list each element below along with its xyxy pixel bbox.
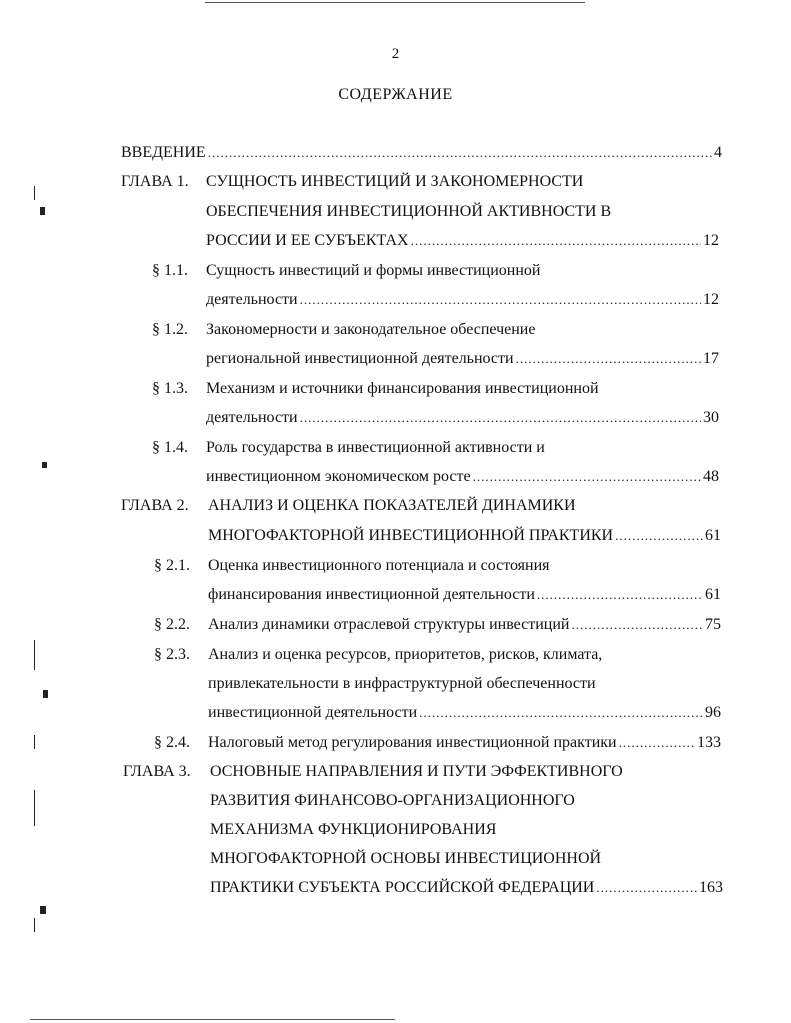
- section-label: § 2.3.: [154, 646, 190, 663]
- section-label: § 1.3.: [152, 380, 188, 397]
- dot-leader: [537, 587, 703, 603]
- entry-page: 61: [705, 527, 721, 544]
- dot-leader: [300, 292, 701, 308]
- dot-leader: [300, 410, 701, 426]
- dot-leader: [516, 351, 701, 367]
- chapter-label: ГЛАВА 3.: [123, 763, 191, 780]
- chapter-title-line[interactable]: МЕХАНИЗМА ФУНКЦИОНИРОВАНИЯ: [210, 821, 497, 838]
- page-title: СОДЕРЖАНИЕ: [338, 86, 453, 103]
- entry-page: 17: [703, 350, 719, 367]
- chapter-title-line[interactable]: СУЩНОСТЬ ИНВЕСТИЦИЙ И ЗАКОНОМЕРНОСТИ: [206, 173, 584, 190]
- entry-page: 96: [705, 704, 721, 721]
- section-title-line[interactable]: Оценка инвестиционного потенциала и состояния: [208, 557, 550, 574]
- toc-entry-s23[interactable]: [208, 704, 721, 726]
- entry-page: 4: [714, 144, 722, 161]
- entry-page: 12: [703, 232, 719, 249]
- entry-page: 133: [697, 734, 721, 751]
- toc-entry-s11[interactable]: [206, 291, 719, 313]
- entry-page: 48: [703, 468, 719, 485]
- page-number: 2: [391, 46, 400, 62]
- dot-leader: [572, 617, 704, 633]
- toc-entry-s22[interactable]: [208, 616, 721, 638]
- chapter-title-line[interactable]: АНАЛИЗ И ОЦЕНКА ПОКАЗАТЕЛЕЙ ДИНАМИКИ: [208, 497, 576, 514]
- toc-entry-intro[interactable]: [121, 144, 722, 166]
- dot-leader: [596, 880, 697, 896]
- section-label: § 2.4.: [154, 734, 190, 751]
- entry-page: 30: [703, 409, 719, 426]
- section-title-line[interactable]: Анализ и оценка ресурсов, приоритетов, рисков, климата,: [208, 646, 603, 663]
- dot-leader: [411, 233, 701, 249]
- section-title-line[interactable]: Роль государства в инвестиционной активности и: [206, 439, 545, 456]
- toc-entry-s24[interactable]: [208, 734, 721, 756]
- entry-page: 12: [703, 291, 719, 308]
- section-title-line[interactable]: привлекательности в инфраструктурной обеспеченности: [208, 675, 596, 692]
- section-label: § 2.2.: [154, 616, 190, 633]
- entry-title: ВВЕДЕНИЕ: [121, 144, 206, 161]
- chapter-title-line[interactable]: ОСНОВНЫЕ НАПРАВЛЕНИЯ И ПУТИ ЭФФЕКТИВНОГО: [210, 763, 623, 780]
- entry-page: 75: [705, 616, 721, 633]
- entry-title: деятельности: [206, 409, 298, 426]
- chapter-label: ГЛАВА 1.: [121, 173, 189, 190]
- toc-entry-s21[interactable]: [208, 586, 721, 608]
- entry-page: 61: [705, 586, 721, 603]
- entry-title: ПРАКТИКИ СУБЪЕКТА РОССИЙСКОЙ ФЕДЕРАЦИИ: [210, 879, 595, 896]
- section-title-line[interactable]: Закономерности и законодательное обеспечение: [206, 321, 536, 338]
- toc-entry-ch2[interactable]: [208, 527, 721, 549]
- section-label: § 2.1.: [154, 557, 190, 574]
- dot-leader: [473, 469, 701, 485]
- chapter-label: ГЛАВА 2.: [121, 497, 189, 514]
- chapter-title-line[interactable]: ОБЕСПЕЧЕНИЯ ИНВЕСТИЦИОННОЙ АКТИВНОСТИ В: [206, 203, 612, 220]
- toc-entry-s14[interactable]: [206, 468, 719, 490]
- section-title-line[interactable]: Механизм и источники финансирования инвестиционной: [206, 380, 599, 397]
- chapter-title-line[interactable]: МНОГОФАКТОРНОЙ ОСНОВЫ ИНВЕСТИЦИОННОЙ: [210, 850, 602, 867]
- section-label: § 1.4.: [152, 439, 188, 456]
- chapter-title-line[interactable]: РАЗВИТИЯ ФИНАНСОВО-ОРГАНИЗАЦИОННОГО: [210, 792, 575, 809]
- entry-title: РОССИИ И ЕЕ СУБЪЕКТАХ: [206, 232, 409, 249]
- section-label: § 1.1.: [152, 262, 188, 279]
- entry-title: инвестиционном экономическом росте: [206, 468, 471, 485]
- dot-leader: [619, 735, 695, 751]
- section-title-line[interactable]: Сущность инвестиций и формы инвестиционной: [206, 262, 541, 279]
- dot-leader: [208, 145, 712, 161]
- section-label: § 1.2.: [152, 321, 188, 338]
- entry-title: финансирования инвестиционной деятельности: [208, 586, 535, 603]
- toc-entry-ch1[interactable]: [206, 232, 719, 254]
- entry-title: региональной инвестиционной деятельности: [206, 350, 514, 367]
- entry-title: деятельности: [206, 291, 298, 308]
- dot-leader: [419, 705, 703, 721]
- entry-title: МНОГОФАКТОРНОЙ ИНВЕСТИЦИОННОЙ ПРАКТИКИ: [208, 527, 614, 544]
- entry-title: инвестиционной деятельности: [208, 704, 418, 721]
- entry-page: 163: [699, 879, 723, 896]
- dot-leader: [615, 528, 703, 544]
- entry-title: Анализ динамики отраслевой структуры инвестиций: [208, 616, 570, 633]
- toc-entry-s13[interactable]: [206, 409, 719, 431]
- entry-title: Налоговый метод регулирования инвестиционной практики: [208, 734, 617, 751]
- toc-entry-s12[interactable]: [206, 350, 719, 372]
- toc-entry-ch3[interactable]: [210, 879, 723, 901]
